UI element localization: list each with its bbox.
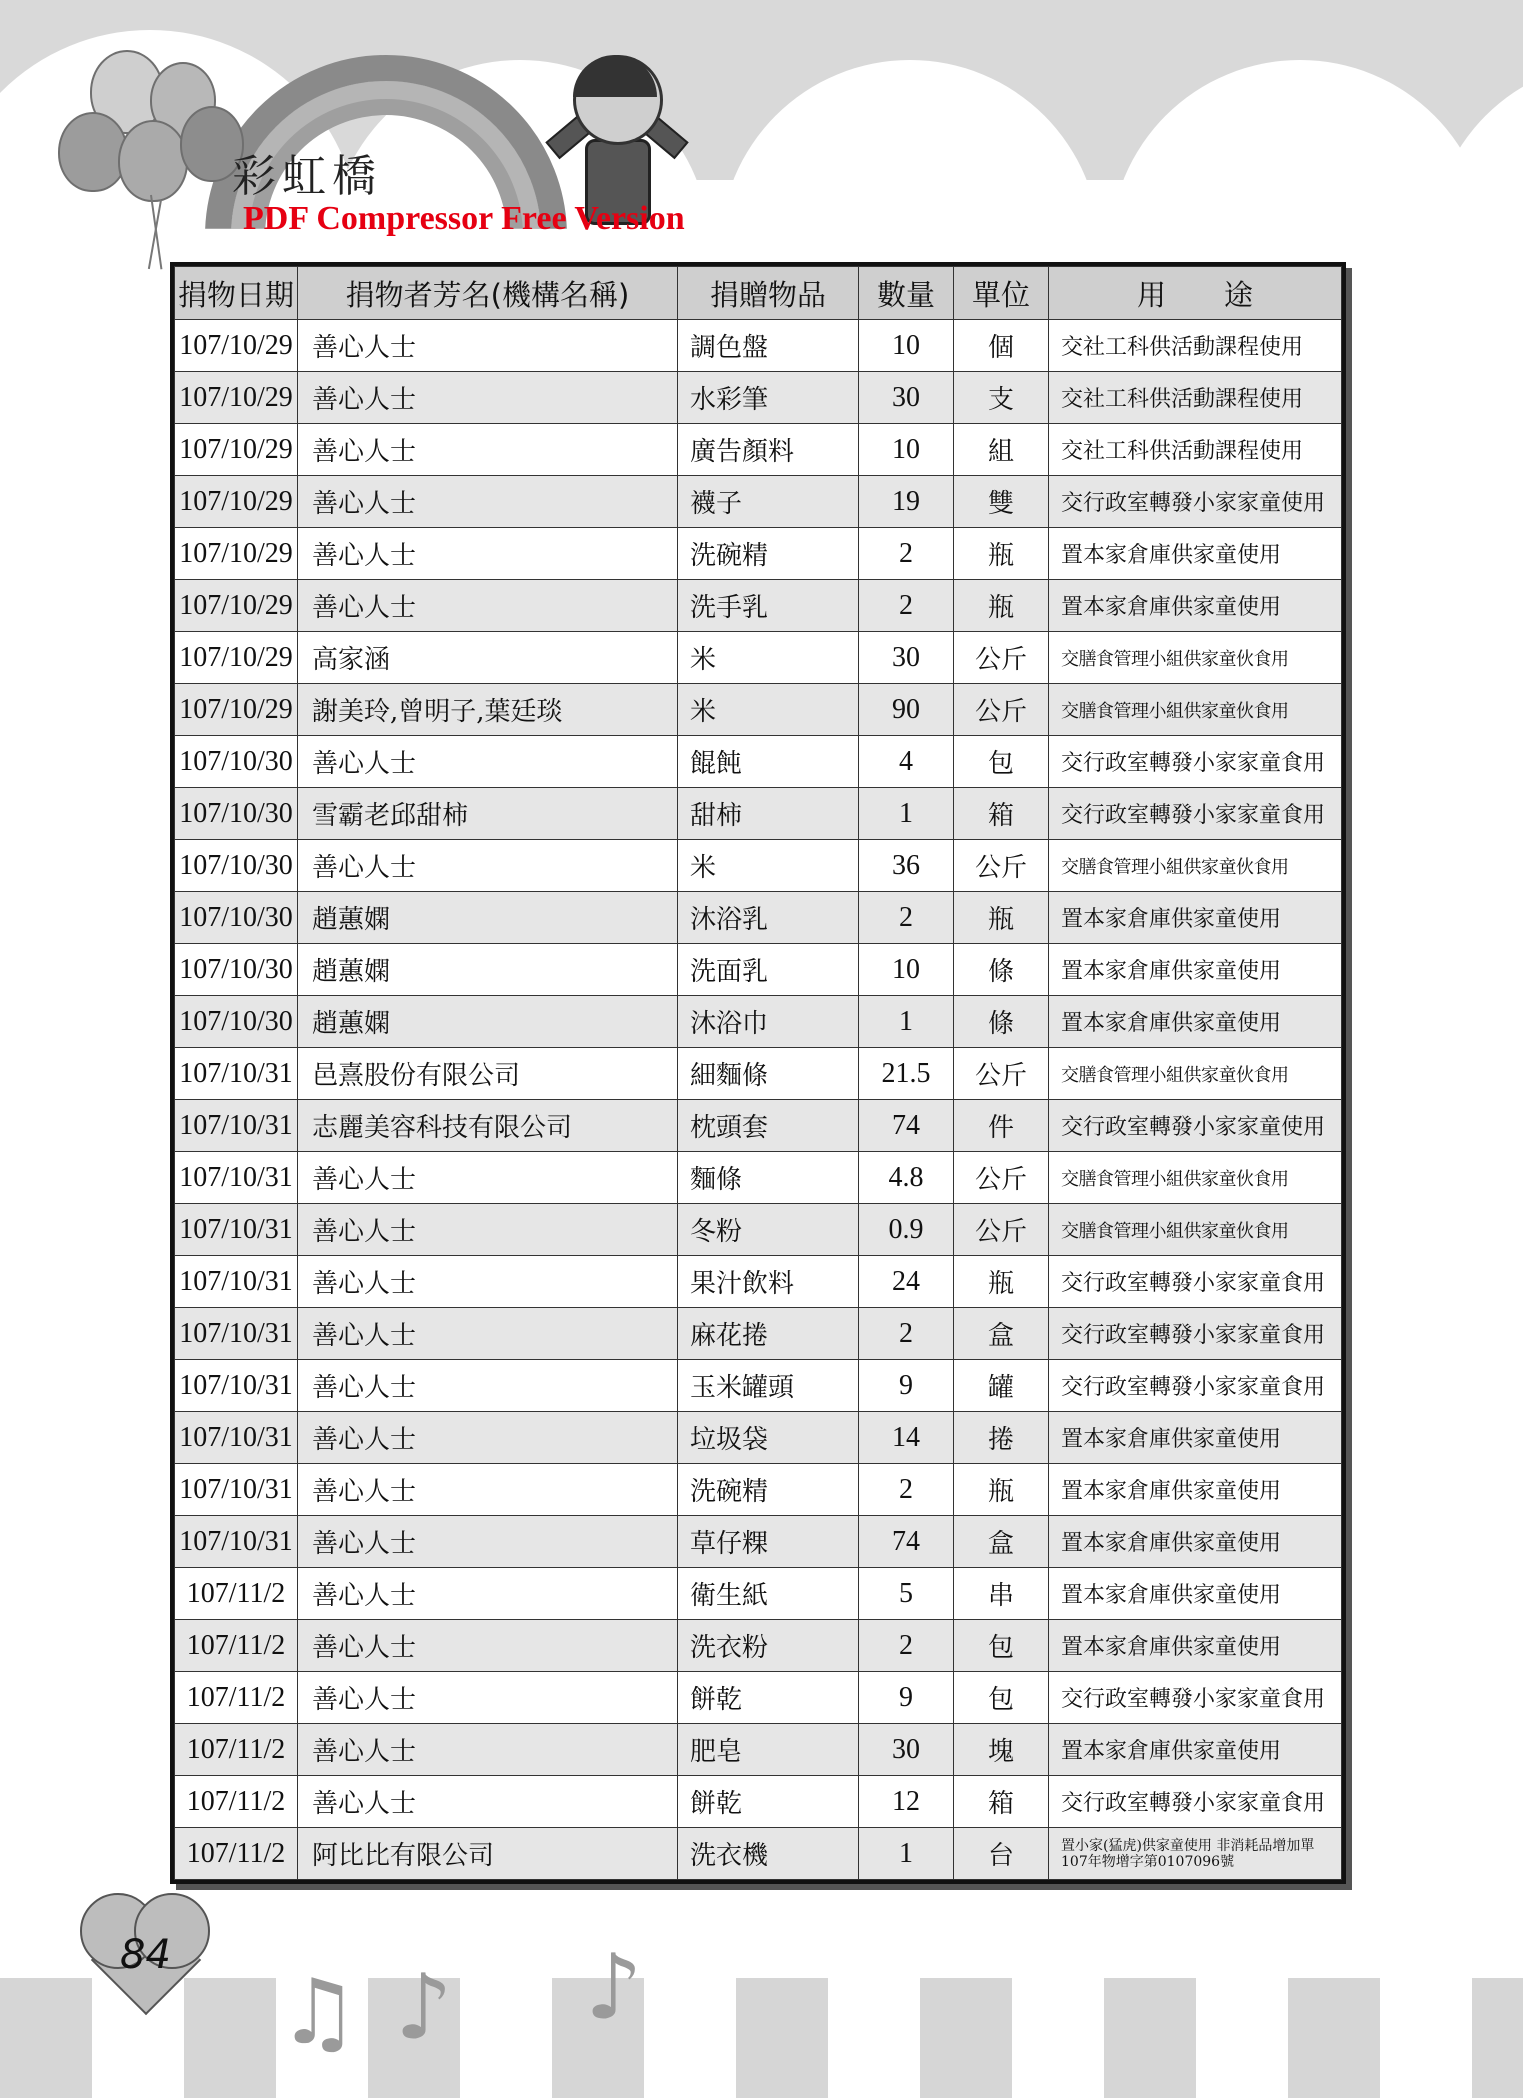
- cell-unit: 條: [954, 944, 1049, 996]
- cell-donor: 善心人士: [298, 1360, 678, 1412]
- cell-purpose: 交行政室轉發小家家童食用: [1049, 1776, 1342, 1828]
- cell-date: 107/11/2: [175, 1568, 298, 1620]
- column-header-item: 捐贈物品: [678, 267, 859, 320]
- cell-date: 107/10/30: [175, 892, 298, 944]
- cell-quantity: 74: [859, 1516, 954, 1568]
- cell-quantity: 36: [859, 840, 954, 892]
- cell-item: 洗面乳: [678, 944, 859, 996]
- cell-date: 107/10/29: [175, 320, 298, 372]
- table-row: [175, 788, 1342, 840]
- cell-donor: 善心人士: [298, 1412, 678, 1464]
- cell-donor: 善心人士: [298, 1256, 678, 1308]
- cell-donor: 善心人士: [298, 372, 678, 424]
- cell-donor: 謝美玲,曾明子,葉廷琰: [298, 684, 678, 736]
- cell-purpose: 交膳食管理小組供家童伙食用: [1049, 632, 1342, 684]
- cell-purpose: 交行政室轉發小家家童食用: [1049, 1360, 1342, 1412]
- cell-unit: 包: [954, 1672, 1049, 1724]
- cell-item: 洗碗精: [678, 1464, 859, 1516]
- cell-date: 107/11/2: [175, 1672, 298, 1724]
- cell-donor: 高家涵: [298, 632, 678, 684]
- cell-date: 107/10/30: [175, 996, 298, 1048]
- cell-donor: 阿比比有限公司: [298, 1828, 678, 1880]
- music-note-icon: ♪: [395, 1955, 453, 2060]
- column-header-date: 捐物日期: [175, 267, 298, 320]
- table-row: [175, 736, 1342, 788]
- cell-date: 107/10/31: [175, 1308, 298, 1360]
- cell-item: 洗衣機: [678, 1828, 859, 1880]
- cell-donor: 善心人士: [298, 840, 678, 892]
- cell-quantity: 2: [859, 1308, 954, 1360]
- cell-date: 107/10/31: [175, 1412, 298, 1464]
- table-header-row: [175, 267, 1342, 320]
- cell-date: 107/10/31: [175, 1464, 298, 1516]
- cell-donor: 善心人士: [298, 1672, 678, 1724]
- cell-unit: 捲: [954, 1412, 1049, 1464]
- table-row: [175, 1412, 1342, 1464]
- cell-item: 餅乾: [678, 1776, 859, 1828]
- cell-item: 洗衣粉: [678, 1620, 859, 1672]
- cell-quantity: 1: [859, 1828, 954, 1880]
- cell-purpose: 交行政室轉發小家家童使用: [1049, 1100, 1342, 1152]
- cell-quantity: 24: [859, 1256, 954, 1308]
- cell-date: 107/10/30: [175, 840, 298, 892]
- cell-date: 107/10/29: [175, 424, 298, 476]
- cell-quantity: 30: [859, 1724, 954, 1776]
- table-row: [175, 372, 1342, 424]
- table-row: [175, 476, 1342, 528]
- cell-item: 調色盤: [678, 320, 859, 372]
- table-row: [175, 1464, 1342, 1516]
- cell-quantity: 2: [859, 892, 954, 944]
- cell-item: 垃圾袋: [678, 1412, 859, 1464]
- cell-item: 米: [678, 684, 859, 736]
- cell-item: 甜柿: [678, 788, 859, 840]
- cell-quantity: 90: [859, 684, 954, 736]
- cell-quantity: 2: [859, 528, 954, 580]
- cell-purpose: 交膳食管理小組供家童伙食用: [1049, 1048, 1342, 1100]
- cell-date: 107/10/31: [175, 1048, 298, 1100]
- cell-donor: 雪霸老邱甜柿: [298, 788, 678, 840]
- cell-date: 107/10/29: [175, 632, 298, 684]
- cell-donor: 善心人士: [298, 1620, 678, 1672]
- cell-unit: 公斤: [954, 684, 1049, 736]
- table-row: [175, 1100, 1342, 1152]
- cell-unit: 台: [954, 1828, 1049, 1880]
- cell-item: 沐浴巾: [678, 996, 859, 1048]
- cell-item: 水彩筆: [678, 372, 859, 424]
- cell-quantity: 10: [859, 320, 954, 372]
- cell-purpose: 交行政室轉發小家家童使用: [1049, 476, 1342, 528]
- cell-date: 107/10/29: [175, 372, 298, 424]
- cell-unit: 瓶: [954, 892, 1049, 944]
- cell-donor: 趙蕙嫻: [298, 892, 678, 944]
- cell-quantity: 9: [859, 1360, 954, 1412]
- cell-purpose: 交膳食管理小組供家童伙食用: [1049, 840, 1342, 892]
- cell-purpose: 交社工科供活動課程使用: [1049, 320, 1342, 372]
- cell-purpose: 置小家(猛虎)供家童使用 非消耗品增加單107年物增字第0107096號: [1049, 1828, 1342, 1880]
- cell-quantity: 74: [859, 1100, 954, 1152]
- cell-unit: 串: [954, 1568, 1049, 1620]
- cell-item: 細麵條: [678, 1048, 859, 1100]
- column-header-purpose: 用 途: [1049, 267, 1342, 320]
- cell-quantity: 10: [859, 944, 954, 996]
- table-row: [175, 1048, 1342, 1100]
- cell-unit: 公斤: [954, 632, 1049, 684]
- cell-date: 107/10/31: [175, 1100, 298, 1152]
- cell-item: 沐浴乳: [678, 892, 859, 944]
- cell-item: 肥皂: [678, 1724, 859, 1776]
- cell-date: 107/10/29: [175, 580, 298, 632]
- table-row: [175, 840, 1342, 892]
- table-row: [175, 528, 1342, 580]
- cell-purpose: 交膳食管理小組供家童伙食用: [1049, 1204, 1342, 1256]
- cell-item: 洗手乳: [678, 580, 859, 632]
- cell-date: 107/11/2: [175, 1620, 298, 1672]
- footer-stripes: [0, 1978, 1523, 2098]
- cell-date: 107/10/30: [175, 788, 298, 840]
- page-number: 84: [120, 1932, 171, 1978]
- cell-date: 107/10/31: [175, 1516, 298, 1568]
- cell-purpose: 置本家倉庫供家童使用: [1049, 1464, 1342, 1516]
- cell-date: 107/11/2: [175, 1724, 298, 1776]
- cell-item: 餅乾: [678, 1672, 859, 1724]
- cell-quantity: 21.5: [859, 1048, 954, 1100]
- cell-donor: 善心人士: [298, 580, 678, 632]
- cell-unit: 包: [954, 1620, 1049, 1672]
- cell-unit: 包: [954, 736, 1049, 788]
- cell-unit: 組: [954, 424, 1049, 476]
- cell-item: 草仔粿: [678, 1516, 859, 1568]
- cell-date: 107/10/31: [175, 1256, 298, 1308]
- cell-unit: 瓶: [954, 528, 1049, 580]
- cell-unit: 罐: [954, 1360, 1049, 1412]
- cell-quantity: 1: [859, 788, 954, 840]
- cell-purpose: 交行政室轉發小家家童食用: [1049, 1256, 1342, 1308]
- cell-item: 餛飩: [678, 736, 859, 788]
- cell-purpose: 置本家倉庫供家童使用: [1049, 1724, 1342, 1776]
- cell-purpose: 置本家倉庫供家童使用: [1049, 944, 1342, 996]
- table-row: [175, 1776, 1342, 1828]
- cell-purpose: 置本家倉庫供家童使用: [1049, 528, 1342, 580]
- cell-quantity: 5: [859, 1568, 954, 1620]
- music-note-icon: ♫: [278, 1960, 359, 2065]
- table-row: [175, 1308, 1342, 1360]
- cell-date: 107/10/29: [175, 476, 298, 528]
- cell-donor: 善心人士: [298, 320, 678, 372]
- cell-donor: 善心人士: [298, 1568, 678, 1620]
- table-row: [175, 1360, 1342, 1412]
- cell-purpose: 置本家倉庫供家童使用: [1049, 892, 1342, 944]
- cell-item: 襪子: [678, 476, 859, 528]
- cell-donor: 善心人士: [298, 1204, 678, 1256]
- cell-item: 衛生紙: [678, 1568, 859, 1620]
- cell-date: 107/10/31: [175, 1152, 298, 1204]
- cell-date: 107/10/29: [175, 684, 298, 736]
- cell-date: 107/10/31: [175, 1360, 298, 1412]
- table-row: [175, 1672, 1342, 1724]
- cell-purpose: 交行政室轉發小家家童食用: [1049, 1672, 1342, 1724]
- cell-quantity: 10: [859, 424, 954, 476]
- cell-donor: 善心人士: [298, 736, 678, 788]
- cell-quantity: 2: [859, 1464, 954, 1516]
- cell-donor: 趙蕙嫻: [298, 944, 678, 996]
- table-row: [175, 1620, 1342, 1672]
- cell-unit: 箱: [954, 788, 1049, 840]
- cell-date: 107/10/30: [175, 944, 298, 996]
- cell-purpose: 交社工科供活動課程使用: [1049, 424, 1342, 476]
- cell-date: 107/11/2: [175, 1776, 298, 1828]
- watermark-text: PDF Compressor Free Version: [243, 200, 685, 237]
- cell-purpose: 交膳食管理小組供家童伙食用: [1049, 1152, 1342, 1204]
- cell-purpose: 交行政室轉發小家家童食用: [1049, 788, 1342, 840]
- cell-quantity: 30: [859, 372, 954, 424]
- table-row: [175, 320, 1342, 372]
- cell-quantity: 0.9: [859, 1204, 954, 1256]
- cell-donor: 善心人士: [298, 1464, 678, 1516]
- cell-unit: 支: [954, 372, 1049, 424]
- cell-date: 107/10/31: [175, 1204, 298, 1256]
- cell-purpose: 交膳食管理小組供家童伙食用: [1049, 684, 1342, 736]
- column-header-quantity: 數量: [859, 267, 954, 320]
- cell-purpose: 置本家倉庫供家童使用: [1049, 996, 1342, 1048]
- cell-donor: 善心人士: [298, 1308, 678, 1360]
- cell-purpose: 交行政室轉發小家家童食用: [1049, 736, 1342, 788]
- table-row: [175, 632, 1342, 684]
- cell-purpose: 置本家倉庫供家童使用: [1049, 1412, 1342, 1464]
- cell-purpose: 交行政室轉發小家家童食用: [1049, 1308, 1342, 1360]
- cell-item: 米: [678, 632, 859, 684]
- cell-purpose: 置本家倉庫供家童使用: [1049, 580, 1342, 632]
- cell-donor: 志麗美容科技有限公司: [298, 1100, 678, 1152]
- music-note-icon: ♪: [585, 1935, 643, 2040]
- cell-item: 果汁飲料: [678, 1256, 859, 1308]
- cell-purpose: 交社工科供活動課程使用: [1049, 372, 1342, 424]
- donation-table: [170, 262, 1346, 1884]
- cell-date: 107/11/2: [175, 1828, 298, 1880]
- cell-unit: 盒: [954, 1308, 1049, 1360]
- table-row: [175, 1516, 1342, 1568]
- cell-donor: 善心人士: [298, 1152, 678, 1204]
- table-row: [175, 1256, 1342, 1308]
- cell-unit: 瓶: [954, 1464, 1049, 1516]
- cell-quantity: 12: [859, 1776, 954, 1828]
- cell-purpose: 置本家倉庫供家童使用: [1049, 1620, 1342, 1672]
- cell-quantity: 2: [859, 580, 954, 632]
- cell-quantity: 14: [859, 1412, 954, 1464]
- cell-date: 107/10/30: [175, 736, 298, 788]
- cell-unit: 條: [954, 996, 1049, 1048]
- cell-quantity: 1: [859, 996, 954, 1048]
- table-row: [175, 892, 1342, 944]
- cell-quantity: 30: [859, 632, 954, 684]
- cell-unit: 公斤: [954, 1152, 1049, 1204]
- column-header-unit: 單位: [954, 267, 1049, 320]
- cell-unit: 瓶: [954, 580, 1049, 632]
- cell-donor: 善心人士: [298, 1724, 678, 1776]
- table-row: [175, 580, 1342, 632]
- cell-purpose: 置本家倉庫供家童使用: [1049, 1516, 1342, 1568]
- table-row: [175, 684, 1342, 736]
- cell-quantity: 19: [859, 476, 954, 528]
- table-row: [175, 1152, 1342, 1204]
- table-row: [175, 1724, 1342, 1776]
- cell-unit: 塊: [954, 1724, 1049, 1776]
- cell-item: 洗碗精: [678, 528, 859, 580]
- cell-donor: 善心人士: [298, 528, 678, 580]
- cell-quantity: 2: [859, 1620, 954, 1672]
- cell-unit: 公斤: [954, 1204, 1049, 1256]
- table-row: [175, 1568, 1342, 1620]
- cell-donor: 善心人士: [298, 476, 678, 528]
- cell-quantity: 4.8: [859, 1152, 954, 1204]
- cell-unit: 件: [954, 1100, 1049, 1152]
- table-row: [175, 424, 1342, 476]
- cell-unit: 個: [954, 320, 1049, 372]
- logo-title: 彩虹橋: [232, 151, 382, 202]
- cell-donor: 善心人士: [298, 424, 678, 476]
- table-row: [175, 1204, 1342, 1256]
- cell-item: 枕頭套: [678, 1100, 859, 1152]
- cell-item: 米: [678, 840, 859, 892]
- cell-unit: 公斤: [954, 840, 1049, 892]
- column-header-donor: 捐物者芳名(機構名稱): [298, 267, 678, 320]
- cell-item: 廣告顏料: [678, 424, 859, 476]
- cell-quantity: 9: [859, 1672, 954, 1724]
- table-row: [175, 1828, 1342, 1880]
- table-row: [175, 996, 1342, 1048]
- cell-unit: 公斤: [954, 1048, 1049, 1100]
- cell-purpose: 置本家倉庫供家童使用: [1049, 1568, 1342, 1620]
- cell-donor: 善心人士: [298, 1776, 678, 1828]
- cell-item: 麵條: [678, 1152, 859, 1204]
- cell-unit: 箱: [954, 1776, 1049, 1828]
- cell-donor: 善心人士: [298, 1516, 678, 1568]
- cell-unit: 雙: [954, 476, 1049, 528]
- cell-item: 冬粉: [678, 1204, 859, 1256]
- cell-donor: 邑熹股份有限公司: [298, 1048, 678, 1100]
- cell-quantity: 4: [859, 736, 954, 788]
- cell-donor: 趙蕙嫻: [298, 996, 678, 1048]
- cell-item: 麻花捲: [678, 1308, 859, 1360]
- cell-unit: 盒: [954, 1516, 1049, 1568]
- cell-item: 玉米罐頭: [678, 1360, 859, 1412]
- table-row: [175, 944, 1342, 996]
- cell-date: 107/10/29: [175, 528, 298, 580]
- cell-unit: 瓶: [954, 1256, 1049, 1308]
